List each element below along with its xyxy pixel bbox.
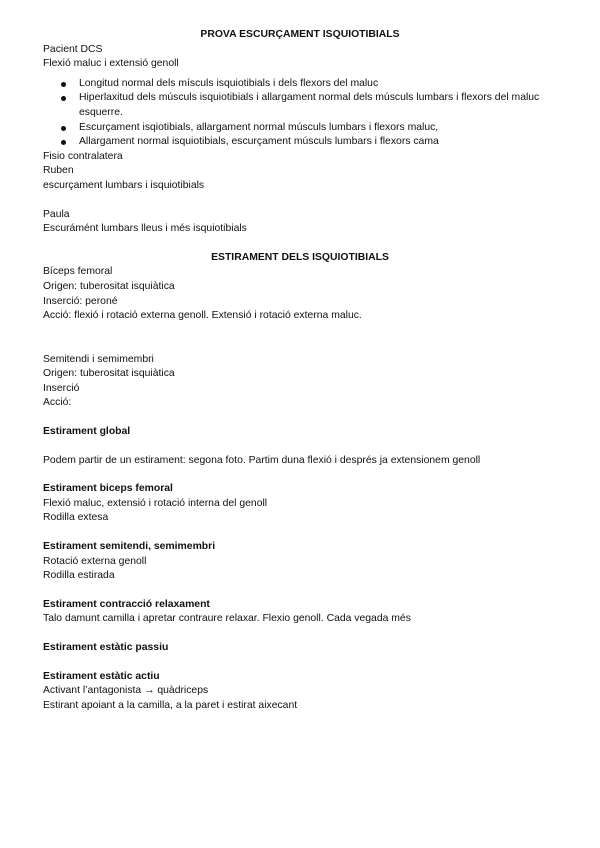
semi-stretch-line2: Rodilla estirada <box>43 570 115 582</box>
semi-origin: Origen: tuberositat isquiàtica <box>43 368 175 380</box>
semi-stretch-line1: Rotació externa genoll <box>43 555 147 567</box>
ruben-name: Ruben <box>43 165 74 177</box>
ruben-note: escurçament lumbars i isquiotibials <box>43 179 205 191</box>
active-heading: Estirament estàtic actiu <box>43 670 160 682</box>
contract-line1: Talo damunt camilla i apretar contraure relaxar. Flexio genoll. Cada vegada més <box>43 613 411 625</box>
biceps-origin: Origen: tuberositat isquiàtica <box>43 280 175 292</box>
biceps-insertion: Inserció: peroné <box>43 295 118 307</box>
results-list <box>43 77 543 150</box>
biceps-name: Bíceps femoral <box>43 266 113 278</box>
list-item: Hiperlaxitud dels músculs isquiotibials i allargament normal dels músculs lumbars i flexors del maluc esquerre. <box>43 91 543 120</box>
list-item: Allargament normal isquiotibials, escurçament músculs lumbars i flexors cama <box>43 135 543 150</box>
document-content <box>43 28 543 713</box>
biceps-stretch-line2: Rodilla extesa <box>43 512 109 524</box>
paula-note: Escurámént lumbars lleus i més isquiotibials <box>43 223 247 235</box>
active-line1: Activant l’antagonista → quàdriceps <box>43 685 209 697</box>
biceps-action: Acció: flexió i rotació externa genoll. Extensió i rotació externa maluc. <box>43 310 362 322</box>
semi-name: Semitendi i semimembri <box>43 353 154 365</box>
list-item: Escurçament isqiotibials, allargament normal músculs lumbars i flexors maluc, <box>43 121 543 136</box>
active-line2: Estirant apoiant a la camilla, a la paret i estirat aixecant <box>43 699 298 711</box>
patient-line: Pacient DCS <box>43 43 103 55</box>
global-text: Podem partir de un estirament: segona foto. Partim duna flexió i després ja extensionem genoll <box>43 454 481 466</box>
paula-name: Paula <box>43 208 70 220</box>
title-prova: PROVA ESCURÇAMENT ISQUIOTIBIALS <box>200 29 400 40</box>
semi-action: Acció: <box>43 397 72 409</box>
semi-stretch-heading: Estirament semitendi, semimembri <box>43 541 216 553</box>
list-item: Longitud normal dels mísculs isquiotibials i dels flexors del maluc <box>43 77 543 92</box>
global-heading: Estirament global <box>43 426 131 438</box>
passive-heading: Estirament estàtic passiu <box>43 642 169 653</box>
biceps-stretch-heading: Estirament biceps femoral <box>43 483 173 495</box>
semi-insertion: Inserció <box>43 382 80 394</box>
flexion-line: Flexió maluc i extensió genoll <box>43 58 179 70</box>
fisio-line: Fisio contralatera <box>43 150 123 162</box>
biceps-stretch-line1: Flexió maluc, extensió i rotació interna del genoll <box>43 497 268 509</box>
contract-heading: Estirament contracció relaxament <box>43 598 210 610</box>
title-estirament: ESTIRAMENT DELS ISQUIOTIBIALS <box>211 251 389 263</box>
